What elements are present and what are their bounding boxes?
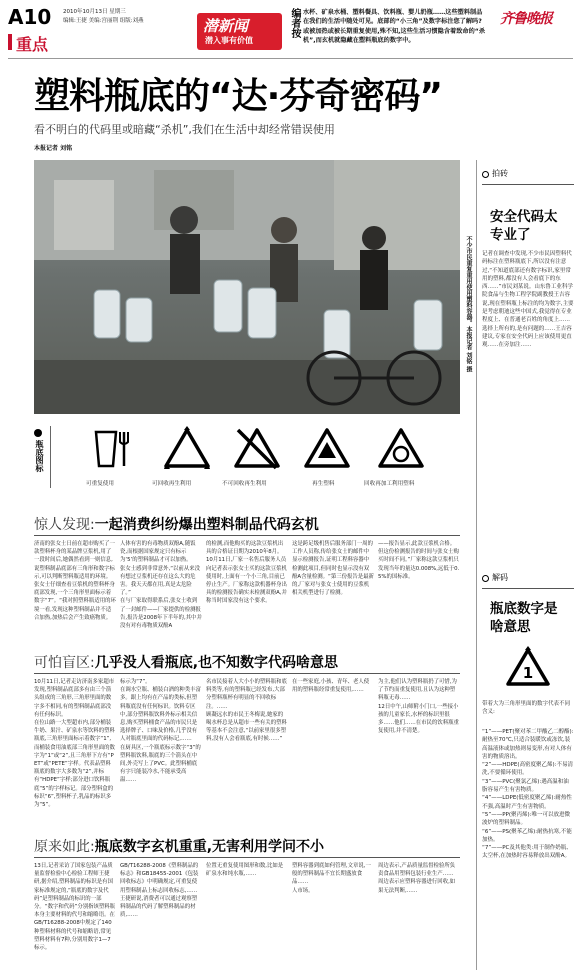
- block2-rule: [482, 588, 574, 589]
- sidebar: [482, 168, 574, 968]
- code-item-4: “4”——LDPE(低密度聚乙烯):耐热性不强,高温时产生有害物质。: [482, 795, 572, 810]
- headline-sub: 看不明白的代码里或暗藏“杀机”,我们在生活中却经常错误使用: [34, 123, 335, 136]
- block2-label: 解码: [492, 573, 508, 582]
- s1-p1: 济南的张女士日前在超市购买了一款塑料杯身的某品牌豆浆机,用了一段时间后,她偶然看到一则信息,说塑料制品底部有三角形和数字标示,可以判断塑料瓶适用的环境。: [34, 541, 115, 580]
- s3-p6: 人市场。: [292, 887, 314, 894]
- s3-p5: 塑料容器到底如何管理,文章说,一般的塑料制品不宜长期盛放食品……: [292, 863, 371, 886]
- s1-p7: 10月11日,厂家一名售后服务人员向记者表示张女士买的这款豆浆机使用时,上面有一个小三角,目前已停止生产。厂家称这款机器杯身出具的检测报告确实未检测双酚A,并称当时国家没有这个要求。: [206, 557, 287, 605]
- block1-text: 记者在调查中发现,不少市民因塑料代码标注在塑料瓶底下,所以没有注意过,“不知道底部还有数字标识,家里常用的塑料,都没有人会看底下的东西……”市民刘某说。山东鲁工业科学院食品与生物工程学院副教授王吉容说,现在塑料瓶上标注的均为数字,主要是考虑朝迪这些中国式,我觉得在专业程度上、在普通老百姓的角度上……选择上所有的,是有问题的……王吉容建议,专家在安全代码上应该使用更直观……在旁加注……: [482, 251, 574, 349]
- block1-header: [482, 168, 574, 182]
- s2-p2: 在位山路一大型超市内,部分桶装牛奶、果汁、矿泉水等饮料的塑料瓶底,三角形里面标示着数字“1”,而桶装食用油底部三角形里面的数字为“1”或“2”,且三角形下方有“PET”或“PETE”字样。代表品塑料瓶底的数字大多数为“2”,并标有“HDPE”字样;部分进口饮料瓶底“5”的字样标记。部分塑料盒的标识“6”,塑料杯子,乳品的标识多为“5”。: [34, 720, 115, 809]
- byline: 本报记者 刘铭: [34, 145, 73, 152]
- icons-marker: [34, 429, 42, 437]
- s2-col-5: [378, 678, 460, 828]
- code-1-recycle-icon: [504, 646, 552, 690]
- s3-col-4: [292, 862, 374, 970]
- editor-line: 编辑:王捷 美编:宫丽荆 组版:刘燕: [63, 18, 144, 24]
- code-item-7: “7”——PC及其他类:用于制作奶瓶、太空杯,在加热时容易释放出双酚A。: [482, 845, 572, 860]
- page-header: [0, 0, 580, 58]
- s1-col-3: [206, 540, 288, 638]
- block2-intro: 带着大为三角形里面的数字代表不同含义:: [482, 701, 571, 716]
- icons-section: [34, 420, 460, 500]
- reusable-icon: [86, 426, 136, 472]
- recycled-plastic-icon: [302, 426, 352, 472]
- codes-list: [482, 728, 574, 968]
- block2-header: [482, 572, 574, 586]
- section-heading-1: [34, 514, 319, 534]
- header-rule: [8, 58, 573, 59]
- icon-label-recycled: 再生塑料: [312, 481, 335, 487]
- s3-p3: 王捷研说,消费者可以通过观察塑料制品的代码了解塑料制品的材质,……: [120, 895, 198, 919]
- block1-marker: [482, 171, 489, 178]
- s2-p7: 顾凝远水的市民王冬梅说,她家的喝水杯总是从超市一些有关的塑料等基本不会注意,“以前家里很多塑料,没有人会看瓶底,有时候……”: [206, 711, 287, 743]
- icon-label-recyclable: 可回收再生利用: [152, 481, 192, 487]
- s2-p9: 为主,他们认为塑料瓶扔了可惜,为了节约而重复使用,且认为这种塑料瓶无毒……: [378, 679, 457, 702]
- header-intro: 水杯、矿泉水桶、塑料餐具、饮料瓶、婴儿奶瓶……这些塑料制品在我们的生活中随处可见。底部的“小三角”及数字标注您了解吗?或被加热或被长期重复使用,殊不知,这些生活习惯隐含着致命的“杀机”,而玄机就隐藏在塑料瓶底的数字中。: [303, 9, 486, 44]
- s2-p4: 在调水空瓶、桶装白酒的种类丰富多。跟上均有在产品的类标,但塑料瓶底没有任何标识。饮料专区中,部分塑料瓶饮料外标示相关信息,购买塑料桶食产品的市民只是选择牌子、口味及价格,几乎没有人对瓶底里面的代码标记,……: [120, 687, 201, 743]
- s2-p5: 在厨具区,一个瓶底标示数字“3”的塑料瓶饮料,瓶底的三个箭头在中间,外壳写上了PVC。此塑料桶底有字只能装冷水,不能承受高温……: [120, 744, 201, 784]
- s2-col-4: [292, 678, 374, 828]
- page-number: A10: [8, 5, 52, 29]
- s3-col-1: [34, 862, 116, 970]
- s2-p3: 标示为“7”。: [120, 679, 151, 685]
- s2-col-3: [206, 678, 288, 828]
- block2-marker: [482, 575, 489, 582]
- section-rule-2: [34, 673, 460, 674]
- section-title-3: 瓶底数字玄机重重,无害利用学问不小: [94, 839, 325, 855]
- s2-p8: 在一些家庭,小孩、青年、老人使用的塑料瓶经常重复使用,……: [292, 679, 370, 694]
- s1-col-1: [34, 540, 116, 638]
- section-heading-2: [34, 652, 338, 672]
- code-item-6: “6”——PS(聚苯乙烯):耐热抗寒,不能加热。: [482, 828, 572, 843]
- recyclable-icon: [162, 426, 212, 472]
- s1-col-5: [378, 540, 460, 638]
- reprocessed-plastic-icon: [376, 426, 426, 472]
- section-title-1: 一起消费纠纷爆出塑料制品代码玄机: [94, 517, 319, 533]
- code-item-3: “3”——PVC(聚氯乙烯):遇高温和油脂容易产生有害物质。: [482, 778, 569, 794]
- column-badge-sub: 潜入事有价值: [205, 36, 253, 45]
- section-prefix-3: 原来如此:: [34, 839, 95, 855]
- block1-label: 拍砖: [492, 169, 508, 178]
- column-badge-title: 潜新闻: [203, 17, 249, 35]
- s2-p6: 名市民接着人大小小的塑料瓶和底料类等,有的塑料瓶已经发布,大部分塑料瓶杯有明显的不回收标注。……: [206, 679, 287, 710]
- section-heading-3: [34, 836, 324, 856]
- s3-p1: 13日,记者采访了国家包装产品质量监督检验中心检验工程师王捷研,据介绍,塑料制品的标识是有国家标准规定的,“瓶底的数字及代码”是塑料制品的标识的一部分。“数字和代码”分别指该塑料瓶本身主要材料的代号和缩略语。在GB/T16288-2008中规定了140种塑料材料的代号和缩略语,常见塑料材料有7种,分别用数字1—7标示。: [34, 863, 116, 952]
- s3-col-2: [120, 862, 202, 970]
- code-item-1: “1”——PET(聚对苯二甲酸乙二醇酯):耐热至70℃,只适合装暖饮或冻饮,装高温液体或加热则易变形,有对人体有害的物质溶出。: [482, 729, 574, 760]
- s1-p9: ——报告显示,此款豆浆机合格。但这份检测报告的时间与张女士购买时间不同。”厂家称这款豆浆机只发现当年的量达0.008%,远低于0.5%的国标准。: [378, 541, 460, 580]
- icon-label-not-recyclable: 不可回收再生利用: [222, 481, 267, 487]
- code-item-5: “5”——PP(聚丙烯):唯一可以放进微波炉的塑料制品。: [482, 811, 570, 827]
- icon-label-reusable: 可重复使用: [86, 481, 114, 487]
- svg-text:1: 1: [522, 664, 534, 682]
- s1-p3: 人体有害的有毒物质双酚A,随饭瓷,而根据国家规定只有标示为‘5’的塑料制品才可以加热。: [120, 541, 196, 564]
- section-rule-3: [34, 857, 460, 858]
- icon-label-reprocessed: 回收再加工利用塑料: [364, 481, 415, 487]
- photo-caption: 不少市民重复重用使用塑料容器。本报记者 刘铭 摄: [465, 236, 472, 373]
- section-prefix-1: 惊人发现:: [34, 517, 95, 533]
- s2-col-2: [120, 678, 202, 828]
- s3-p8: 周边表示应塑料容器进行回收,如果无法判断,……: [378, 879, 456, 894]
- headline-main: 塑料瓶底的“达·芬奇密码”: [34, 76, 442, 117]
- not-recyclable-icon: [232, 426, 282, 472]
- section-marker: [8, 34, 12, 50]
- icons-side-label: 瓶底图标: [35, 440, 44, 472]
- s3-col-5: [378, 862, 460, 970]
- section-prefix-2: 可怕盲区:: [34, 655, 95, 671]
- sidebar-divider: [476, 160, 477, 970]
- s2-p1: 10月11日,记者走访济南多家超市发现,塑料制品底部多有由三个箭头组成的三角形,三角形里面的数字多不相同,有的塑料制品底部没有任何标识。: [34, 679, 115, 718]
- s3-p7: 周边表示,产品质量监督检验所负责食品用塑料包装行业生产……: [378, 863, 456, 878]
- section-rule-1: [34, 535, 460, 536]
- s1-p8: 这是跨足级机售后服务部门一周的工作人员称,传给张女士的邮件中显示检测报告,证明工程料容器中检测此项目,但同时也显示没有双酚A含量检测。“第三份报告是最新的,厂家对与张女士使用的豆浆机相关机型进行了检测。: [292, 541, 374, 597]
- s3-p2: GB/T16288-2008《塑料制品的标志》和GB18455-2001《包装回收标志》中明确规定,可重复使用塑料制品上标志回收标志,……: [120, 863, 199, 894]
- s1-p4: 张女士感到非常意外,“以前从来没有想过豆浆机还存在这么大的危害。我天天都在用,真是太危险了。”: [120, 565, 200, 597]
- editor-note-label: 编者按: [289, 8, 300, 38]
- icons-divider: [50, 426, 51, 488]
- photo-illustration: [34, 160, 460, 414]
- block2-title: 瓶底数字是啥意思: [490, 601, 558, 635]
- s1-p6: 的检测,而他购买的这款豆浆机出具的合格证日期为2010年8月。: [206, 541, 284, 556]
- s1-p2: 张女士仔细查看豆浆机的塑料杯身底部发现,一个三角形里面标示着数字“7”。“我对照塑料瓶适用的环境一看,发现这种塑料制品并不适合加热,加热后会产生致癌物质。: [34, 582, 116, 621]
- date-line: 2010年10月13日 星期三: [63, 9, 126, 15]
- column-badge: [197, 13, 282, 50]
- news-photo: [34, 160, 460, 414]
- s1-col-2: [120, 540, 202, 638]
- code-item-2: “2”——HDPE(高密度聚乙烯):不易清洗,不要循环使用。: [482, 762, 574, 777]
- block1-rule: [482, 184, 574, 185]
- s1-p5: 在与厂家取得联系后,张女士收到了一封邮件——厂家提供的检测报告,报告是2008年下半年的,其中并没有对有毒物质双酚A: [120, 598, 202, 630]
- s3-p4: 位置无重复使用图形和数,比如是矿泉水和纯水瓶,……: [206, 863, 284, 878]
- s1-col-4: [292, 540, 374, 638]
- block1-title: 安全代码太专业了: [490, 209, 558, 243]
- s2-p10: 12日中午,山师附小门口,一些接小孩的儿童家长,水杯的标识里很多……他们……在市民的饮料瓶重复使用,并不清楚。: [378, 703, 459, 735]
- section-label: 重点: [16, 35, 49, 54]
- s2-col-1: [34, 678, 116, 828]
- section-title-2: 几乎没人看瓶底,也不知数字代码啥意思: [94, 655, 339, 671]
- s3-col-3: [206, 862, 288, 970]
- masthead-logo: 齐鲁晚报: [500, 11, 552, 27]
